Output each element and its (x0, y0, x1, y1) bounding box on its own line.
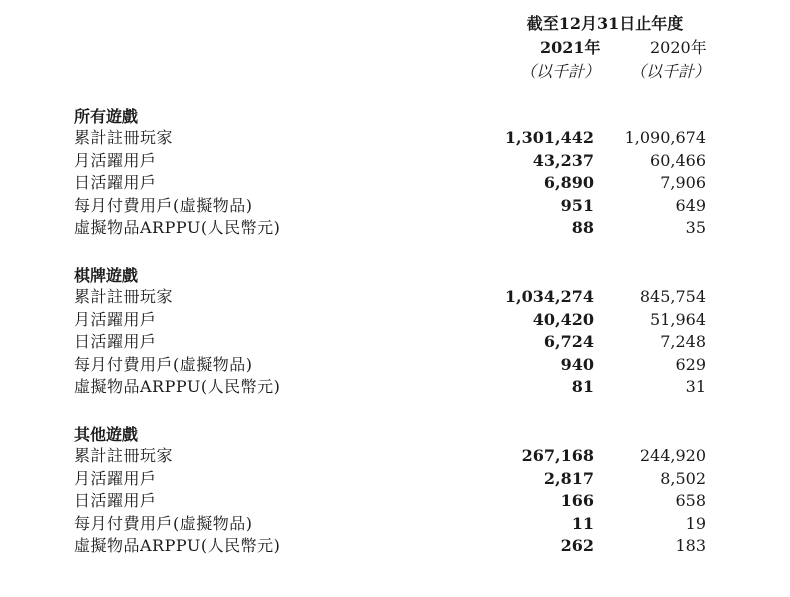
table-row (74, 172, 734, 195)
table-row (74, 309, 734, 332)
value-2021: 951 (560, 195, 594, 215)
value-2021: 940 (560, 354, 594, 374)
unit-2021-header: （以千計） (519, 62, 600, 81)
year-2021-header: 2021年 (540, 38, 601, 57)
value-2020: 629 (675, 354, 706, 374)
value-2021: 1,301,442 (504, 128, 594, 147)
value-2021: 2,817 (543, 468, 594, 488)
table-row (74, 490, 734, 513)
section-title: 其他遊戲 (74, 425, 139, 444)
table-row (74, 535, 734, 558)
row-label: 月活躍用戶 (74, 468, 157, 488)
value-2020: 31 (685, 377, 706, 396)
value-2020: 19 (685, 513, 706, 533)
row-label: 日活躍用戶 (74, 173, 157, 192)
row-label: 虛擬物品ARPPU(人民幣元) (74, 536, 281, 555)
value-2020: 658 (675, 491, 706, 510)
row-label: 虛擬物品ARPPU(人民幣元) (74, 218, 281, 237)
row-label: 虛擬物品ARPPU(人民幣元) (74, 377, 281, 396)
value-2021: 267,168 (521, 446, 594, 465)
value-2021: 11 (571, 513, 594, 533)
value-2021: 166 (560, 491, 594, 510)
unit-2020-header: （以千計） (629, 62, 710, 81)
row-label: 日活躍用戶 (74, 491, 157, 510)
value-2021: 262 (560, 536, 594, 555)
table-row (74, 331, 734, 354)
row-label: 每月付費用戶(虛擬物品) (74, 195, 253, 215)
value-2021: 40,420 (532, 309, 594, 329)
table-row (74, 217, 734, 240)
year-2020-header: 2020年 (650, 38, 707, 57)
value-2021: 88 (571, 218, 594, 237)
row-label: 累計註冊玩家 (74, 287, 174, 306)
value-2020: 183 (675, 536, 706, 555)
table-row (74, 445, 734, 468)
table-row (74, 376, 734, 399)
table-row (74, 195, 734, 218)
value-2021: 6,890 (543, 173, 594, 192)
table-row (74, 286, 734, 309)
table-row (74, 513, 734, 536)
table-row (74, 468, 734, 491)
section-all-games (74, 106, 734, 240)
row-label: 累計註冊玩家 (74, 446, 174, 465)
value-2020: 7,906 (660, 173, 706, 192)
row-label: 累計註冊玩家 (74, 128, 174, 147)
value-2020: 1,090,674 (624, 128, 706, 147)
value-2020: 51,964 (650, 309, 706, 329)
row-label: 月活躍用戶 (74, 309, 157, 329)
row-label: 月活躍用戶 (74, 150, 157, 170)
value-2020: 649 (675, 195, 706, 215)
value-2020: 60,466 (650, 150, 706, 170)
section-title: 所有遊戲 (74, 107, 139, 126)
value-2020: 8,502 (660, 468, 706, 488)
value-2021: 1,034,274 (504, 287, 594, 306)
value-2020: 35 (685, 218, 706, 237)
value-2021: 81 (571, 377, 594, 396)
value-2021: 6,724 (543, 332, 594, 351)
value-2020: 845,754 (639, 287, 706, 306)
section-title: 棋牌遊戲 (74, 266, 139, 285)
table-row (74, 127, 734, 150)
value-2021: 43,237 (532, 150, 594, 170)
row-label: 每月付費用戶(虛擬物品) (74, 513, 253, 533)
section-chess-card-games (74, 265, 734, 399)
table-row (74, 150, 734, 173)
period-header: 截至12月31日止年度 (526, 14, 684, 33)
row-label: 日活躍用戶 (74, 332, 157, 351)
section-other-games (74, 424, 734, 558)
row-label: 每月付費用戶(虛擬物品) (74, 354, 253, 374)
table-row (74, 354, 734, 377)
value-2020: 244,920 (639, 446, 706, 465)
value-2020: 7,248 (660, 332, 706, 351)
